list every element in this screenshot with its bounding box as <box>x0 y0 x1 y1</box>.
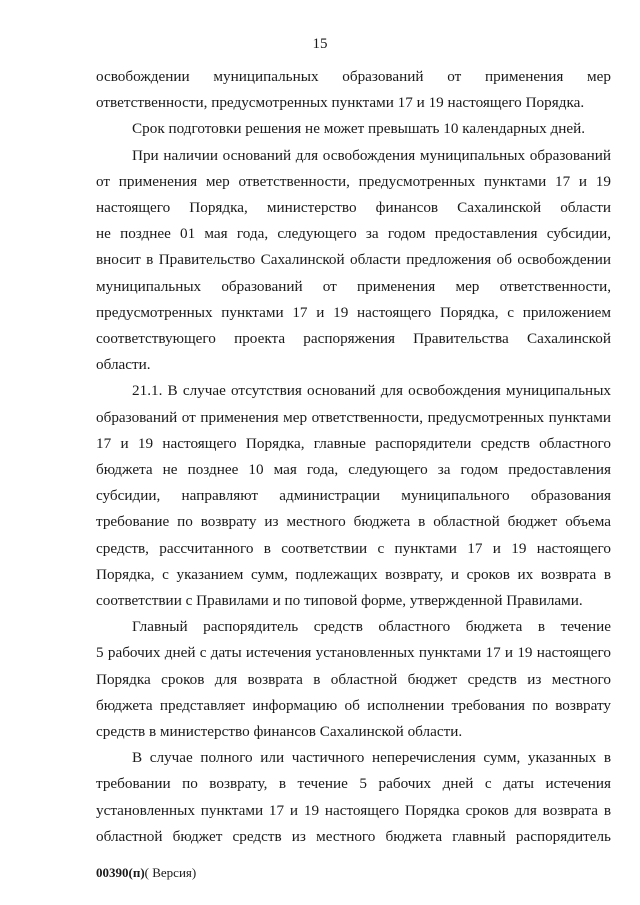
paragraph-line: бюджета представляет информацию об исполнении требования по возврату <box>96 696 611 714</box>
paragraph-line: не позднее 01 мая года, следующего за годом предоставления субсидии, <box>96 225 611 243</box>
paragraph-line: образований от применения мер ответственности, предусмотренных пунктами <box>96 408 611 426</box>
paragraph <box>96 614 611 745</box>
paragraph-line: При наличии оснований для освобождения муниципальных образований <box>132 146 611 164</box>
paragraph <box>96 378 611 614</box>
document-code: 00390(п) <box>96 865 145 880</box>
paragraph-line: 17 и 19 настоящего Порядка, главные распорядители средств областного <box>96 434 611 452</box>
page-number: 15 <box>312 36 328 52</box>
paragraph-line: вносит в Правительство Сахалинской области предложения об освобождении <box>96 251 611 269</box>
paragraph-line: ответственности, предусмотренных пунктами 17 и 19 настоящего Порядка. <box>96 94 585 112</box>
paragraph-line: освобождении муниципальных образований от применения мер <box>96 68 611 85</box>
version-label: ( Версия) <box>144 865 197 880</box>
paragraph-line: установленных пунктами 17 и 19 настоящего Порядка сроков для возврата в <box>96 801 611 819</box>
paragraph-line: бюджета не позднее 10 мая года, следующего за годом предоставления <box>96 461 611 479</box>
paragraph-line: настоящего Порядка, министерство финансов Сахалинской области <box>96 199 611 217</box>
paragraph <box>96 143 611 379</box>
paragraph-line: муниципальных образований от применения мер ответственности, <box>96 277 611 295</box>
paragraph <box>96 745 611 850</box>
paragraph <box>96 64 611 116</box>
paragraph-line: Порядка, с указанием сумм, подлежащих возврату, и сроков их возврата в <box>96 565 611 583</box>
paragraph-line: Порядка сроков для возврата в областной бюджет средств из местного <box>96 670 611 688</box>
document-body <box>96 64 611 850</box>
paragraph-line: предусмотренных пунктами 17 и 19 настоящего Порядка, с приложением <box>96 303 611 321</box>
paragraph-line: областной бюджет средств из местного бюджета главный распорядитель <box>96 827 611 845</box>
paragraph-line: Главный распорядитель средств областного бюджета в течение <box>132 618 611 636</box>
paragraph-line: средств в министерство финансов Сахалинской области. <box>96 723 463 741</box>
paragraph-line: средств, рассчитанного в соответствии с пунктами 17 и 19 настоящего <box>96 539 611 557</box>
paragraph-line: соответствии с Правилами и по типовой форме, утвержденной Правилами. <box>96 592 583 610</box>
paragraph-line: 5 рабочих дней с даты истечения установленных пунктами 17 и 19 настоящего <box>96 644 611 662</box>
paragraph-line: 21.1. В случае отсутствия оснований для освобождения муниципальных <box>132 382 611 400</box>
paragraph-line: субсидии, направляют администрации муниципального образования <box>96 487 611 505</box>
paragraph-line: требовании по возврату, в течение 5 рабочих дней с даты истечения <box>96 775 611 793</box>
paragraph-line: области. <box>96 356 151 374</box>
document-footer <box>96 865 196 881</box>
paragraph <box>96 116 611 142</box>
paragraph-line: от применения мер ответственности, предусмотренных пунктами 17 и 19 <box>96 172 611 190</box>
paragraph-line: В случае полного или частичного неперечисления сумм, указанных в <box>132 749 611 767</box>
paragraph-line: соответствующего проекта распоряжения Правительства Сахалинской <box>96 330 611 348</box>
paragraph-line: Срок подготовки решения не может превышать 10 календарных дней. <box>132 120 586 138</box>
paragraph-line: требование по возврату из местного бюджета в областной бюджет объема <box>96 513 611 531</box>
